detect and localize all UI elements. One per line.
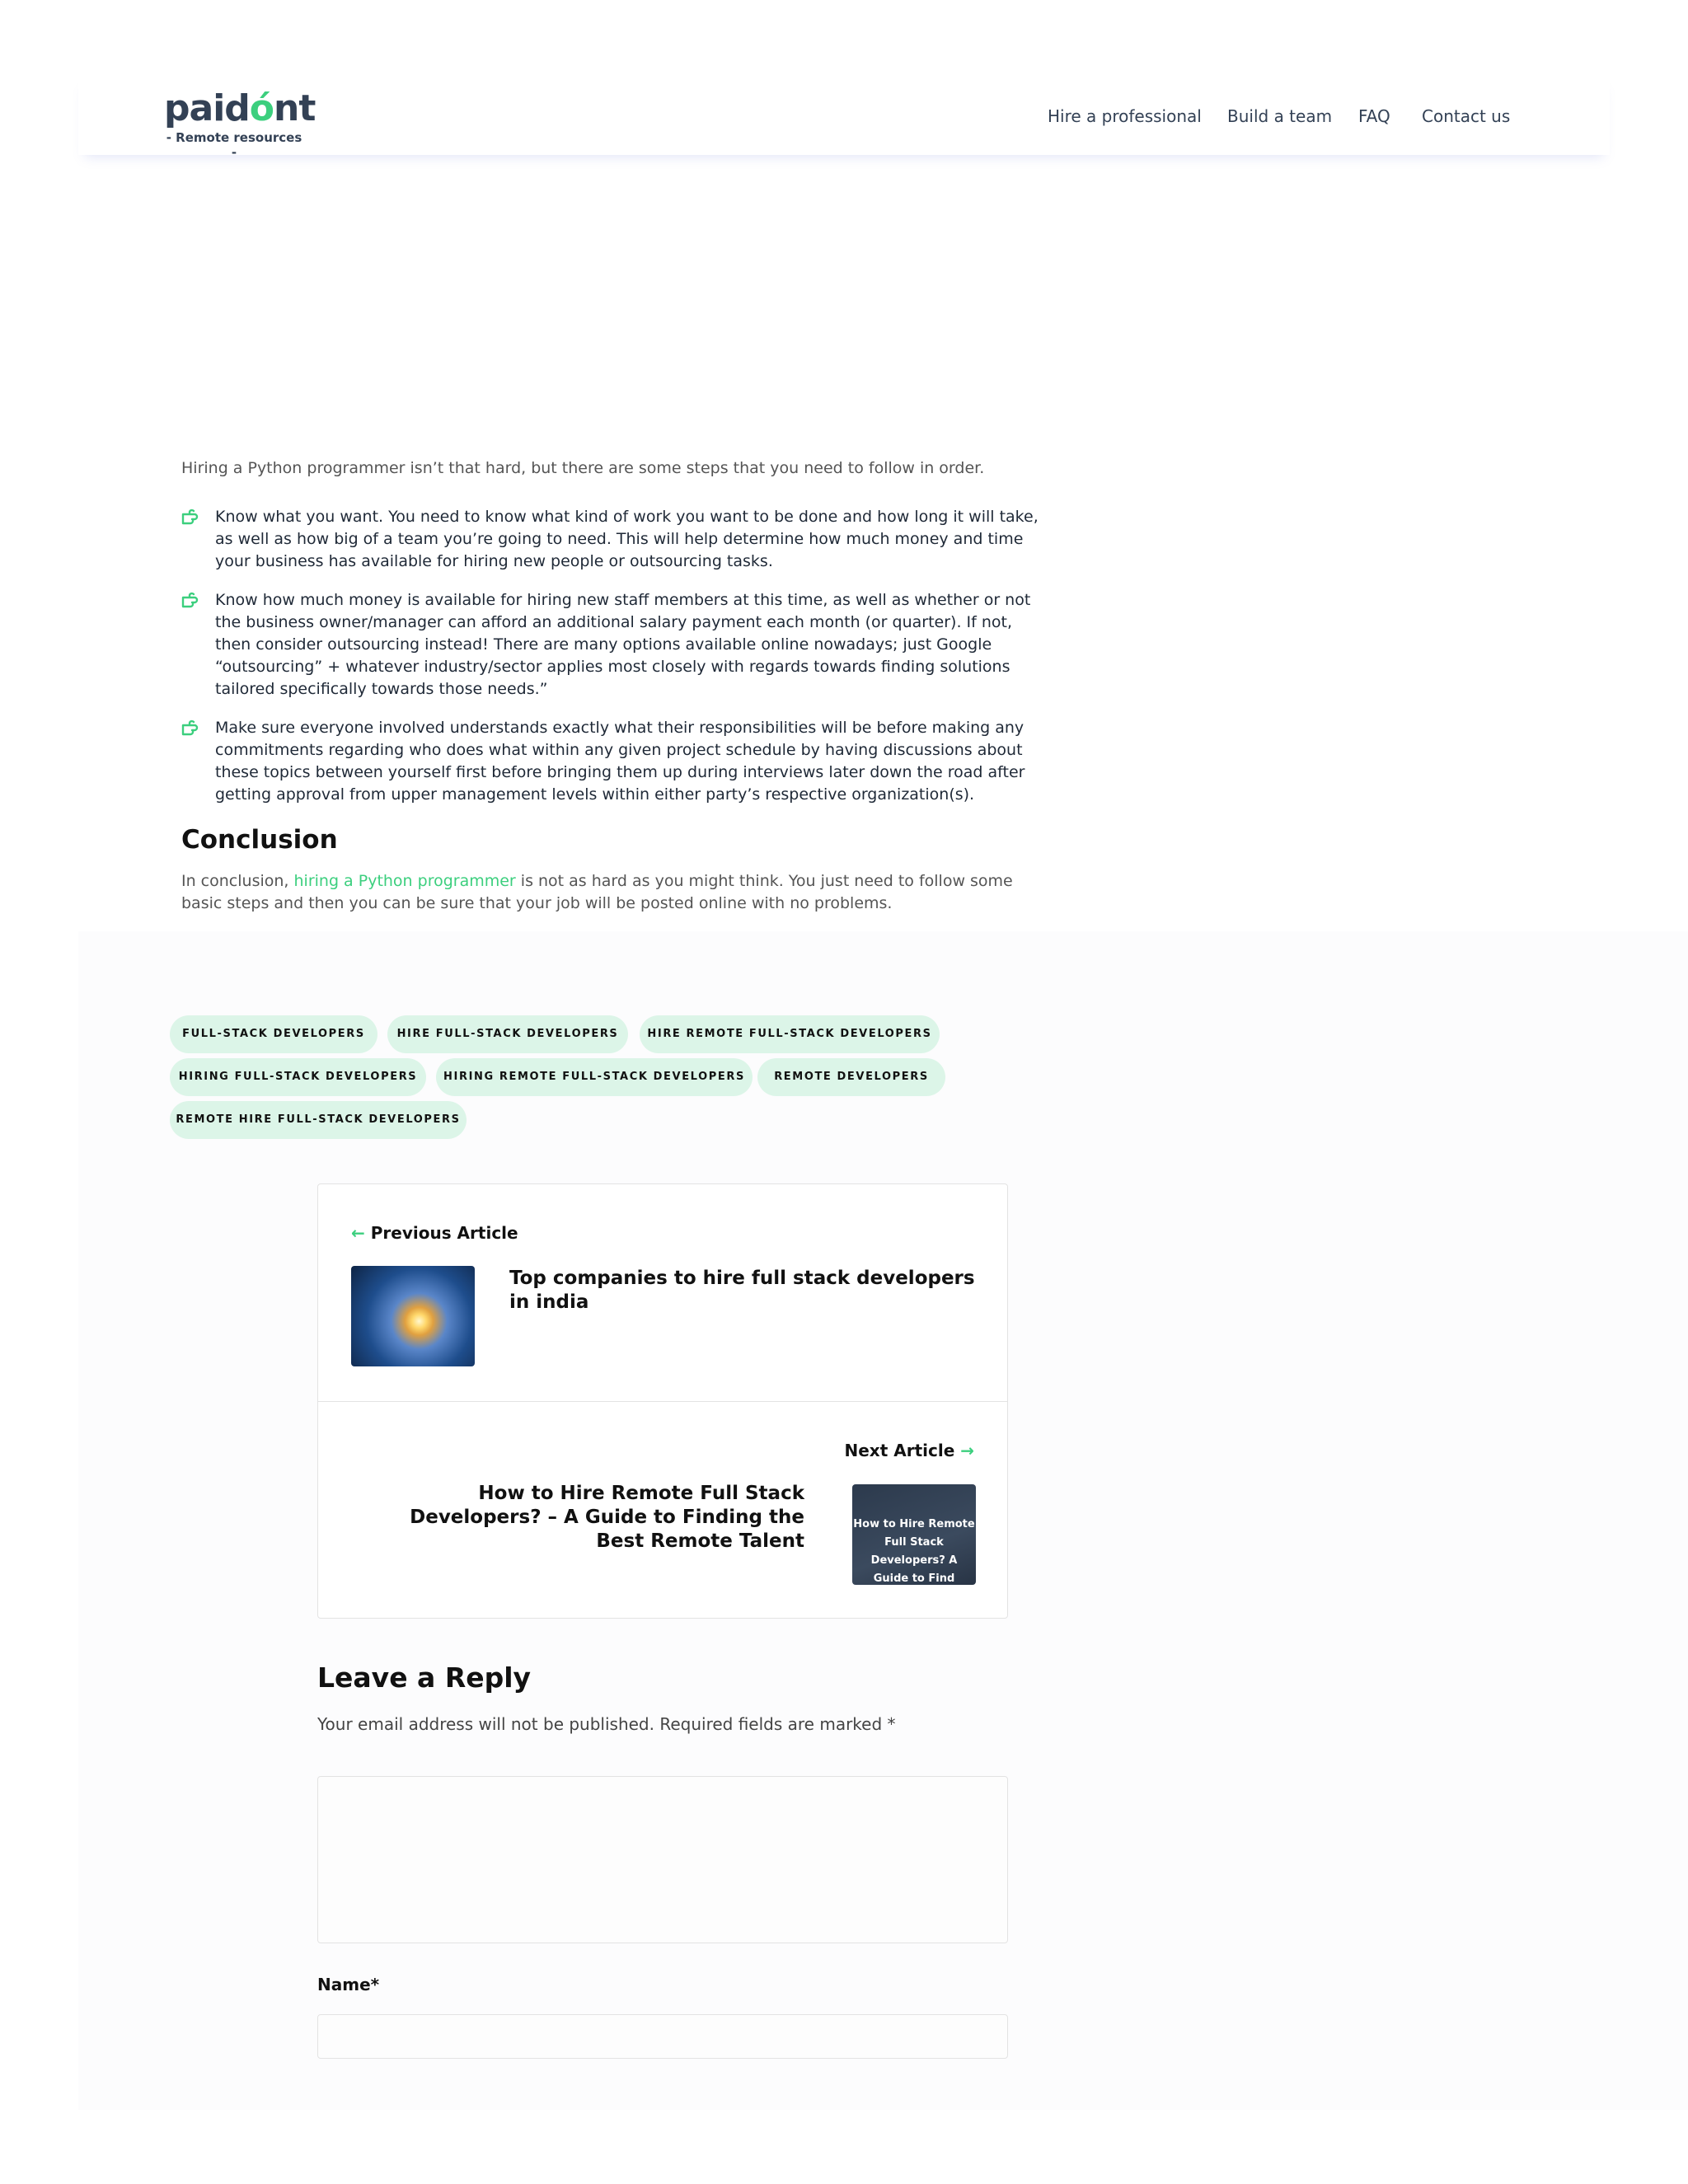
logo-wordmark — [164, 87, 315, 130]
post-navigation — [317, 1183, 1008, 1619]
arrow-left-icon: ← — [351, 1223, 365, 1243]
previous-article-title[interactable]: Top companies to hire full stack developers in india — [509, 1268, 975, 1313]
list-item-text: Know what you want. You need to know what kind of work you want to be done and how long it will take, as well as how big of a team you’re going to need. This will help determine how much money and time your business has available for hiring new people or outsourcing tasks. — [215, 508, 1039, 570]
previous-article-thumbnail[interactable] — [351, 1266, 475, 1366]
next-thumbnail-text: How to Hire Remote Full Stack Developers? A Guide to Find — [853, 1518, 975, 1585]
article-body — [181, 457, 1047, 915]
conclusion-text-start: In conclusion, — [181, 872, 294, 890]
nav-link-contact[interactable]: Contact us — [1422, 106, 1511, 126]
name-label: Name* — [317, 1975, 380, 1994]
pointing-hand-icon — [181, 591, 203, 609]
tag-remote-hire-full-stack-developers[interactable]: REMOTE HIRE FULL-STACK DEVELOPERS — [170, 1101, 467, 1139]
tag-hiring-remote-full-stack-developers[interactable]: HIRING REMOTE FULL-STACK DEVELOPERS — [436, 1058, 753, 1096]
name-input[interactable] — [317, 2014, 1008, 2059]
next-article-title[interactable]: How to Hire Remote Full Stack Developers? – A Guide to Finding the Best Remote Talent — [410, 1483, 804, 1552]
logo-tagline: - Remote resources - — [166, 130, 302, 160]
comment-form — [317, 1661, 1010, 1994]
reply-note: Your email address will not be published. Required fields are marked * — [317, 1714, 896, 1734]
conclusion-paragraph — [181, 870, 1047, 915]
site-header — [78, 76, 1610, 160]
comment-textarea[interactable] — [317, 1776, 1008, 1943]
next-article-label[interactable] — [845, 1440, 975, 1461]
article-intro: Hiring a Python programmer isn’t that hard, but there are some steps that you need to follow in order. — [181, 459, 985, 477]
previous-article-label[interactable] — [351, 1222, 518, 1244]
list-item — [181, 506, 1047, 573]
list-item-text: Know how much money is available for hiring new staff members at this time, as well as whether or not the business owner/manager can afford an additional salary payment each month (or quarter). If not, then consider outsourcing instead! There are many options available online nowadays; just Google “outsourcing” + whatever industry/sector applies most closely with regards towards finding solutions tailored specifically towards those needs.” — [215, 591, 1031, 698]
arrow-right-icon: → — [960, 1441, 974, 1460]
site-logo[interactable] — [164, 87, 321, 160]
list-item — [181, 589, 1047, 701]
tag-hire-remote-full-stack-developers[interactable]: HIRE REMOTE FULL-STACK DEVELOPERS — [640, 1015, 940, 1053]
logo-suffix: nt — [274, 87, 316, 129]
nav-link-build-team[interactable]: Build a team — [1227, 106, 1333, 126]
tag-full-stack-developers[interactable]: FULL-STACK DEVELOPERS — [170, 1015, 377, 1053]
list-item — [181, 717, 1047, 806]
previous-article-text: Previous Article — [370, 1223, 518, 1243]
next-article-thumbnail[interactable] — [852, 1484, 976, 1585]
next-article-text: Next Article — [844, 1441, 955, 1460]
tag-hiring-full-stack-developers[interactable]: HIRING FULL-STACK DEVELOPERS — [170, 1058, 426, 1096]
conclusion-heading: Conclusion — [181, 825, 338, 855]
tag-hire-full-stack-developers[interactable]: HIRE FULL-STACK DEVELOPERS — [387, 1015, 628, 1053]
logo-prefix: paid — [164, 87, 250, 129]
pointing-hand-icon — [181, 508, 203, 526]
logo-o: ó — [249, 87, 274, 129]
conclusion-text-end: is not as hard as you might think. You just need to follow some basic steps and then you can be sure that your job will be posted online with no problems. — [181, 872, 1013, 912]
list-item-text: Make sure everyone involved understands exactly what their responsibilities will be before making any commitments regarding who does what within any given project schedule by having discussions about these topics between yourself first before bringing them up during interviews later down the road after getting approval from upper management levels within either party’s respective organization(s). — [215, 719, 1025, 804]
pointing-hand-icon — [181, 719, 203, 737]
nav-link-faq[interactable]: FAQ — [1358, 106, 1390, 126]
tag-remote-developers[interactable]: REMOTE DEVELOPERS — [757, 1058, 945, 1096]
nav-link-hire-professional[interactable]: Hire a professional — [1048, 106, 1202, 126]
reply-heading: Leave a Reply — [317, 1661, 532, 1694]
steps-list — [181, 506, 1047, 806]
post-nav-divider — [318, 1401, 1007, 1402]
python-programmer-link[interactable]: hiring a Python programmer — [293, 872, 516, 890]
